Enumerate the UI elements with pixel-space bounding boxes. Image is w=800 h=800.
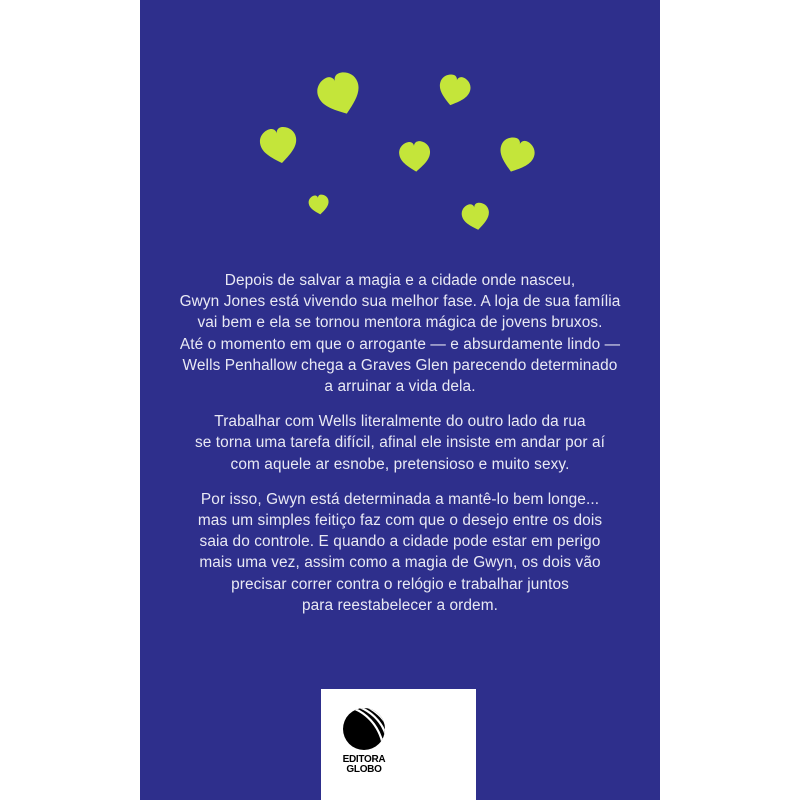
blurb-line: Até o momento em que o arrogante — e absurdamente lindo —	[179, 335, 621, 353]
heart-icon	[461, 202, 491, 232]
blurb-line: mas um simples feitiço faz com que o desejo entre os dois	[197, 512, 603, 530]
blurb-line: a arruinar a vida dela.	[324, 378, 476, 396]
blurb-line: Wells Penhallow chega a Graves Glen parecendo determinado	[182, 356, 618, 374]
blurb-line: Trabalhar com Wells literalmente do outro lado da rua	[214, 413, 586, 431]
heart-icon	[308, 194, 330, 216]
blurb-line: Depois de salvar a magia e a cidade onde nasceu,	[224, 272, 576, 289]
publisher-name-line1: EDITORA	[342, 754, 386, 765]
blurb-paragraph	[160, 489, 640, 616]
publisher-logo-box	[321, 689, 476, 800]
blurb-line: mais uma vez, assim como a magia de Gwyn, os dois vão	[199, 554, 601, 572]
globo-logo-icon	[339, 699, 389, 755]
blurb-paragraph	[160, 270, 640, 397]
blurb-line: Por isso, Gwyn está determinada a mantê-lo bem longe...	[200, 490, 600, 508]
blurb-line: precisar correr contra o relógio e trabalhar juntos	[231, 575, 569, 593]
heart-icon	[497, 137, 535, 175]
back-cover-blurb	[160, 270, 640, 630]
heart-icon	[398, 140, 432, 174]
blurb-line: vai bem e ela se tornou mentora mágica de jovens bruxos.	[197, 314, 603, 332]
heart-icon	[437, 74, 471, 108]
hearts-decoration	[140, 0, 660, 260]
heart-icon	[256, 126, 302, 166]
blurb-line: Gwyn Jones está vivendo sua melhor fase. A loja de sua família	[179, 293, 621, 311]
blurb-line: com aquele ar esnobe, pretensioso e muito sexy.	[230, 455, 570, 473]
blurb-line: saia do controle. E quando a cidade pode estar em perigo	[199, 533, 601, 551]
blurb-paragraph	[160, 411, 640, 475]
publisher-name-line2: GLOBO	[346, 764, 382, 775]
blurb-line: se torna uma tarefa difícil, afinal ele insiste em andar por aí	[194, 434, 606, 452]
book-back-cover	[140, 0, 660, 800]
heart-icon	[316, 72, 364, 118]
blurb-line: para reestabelecer a ordem.	[301, 596, 499, 614]
